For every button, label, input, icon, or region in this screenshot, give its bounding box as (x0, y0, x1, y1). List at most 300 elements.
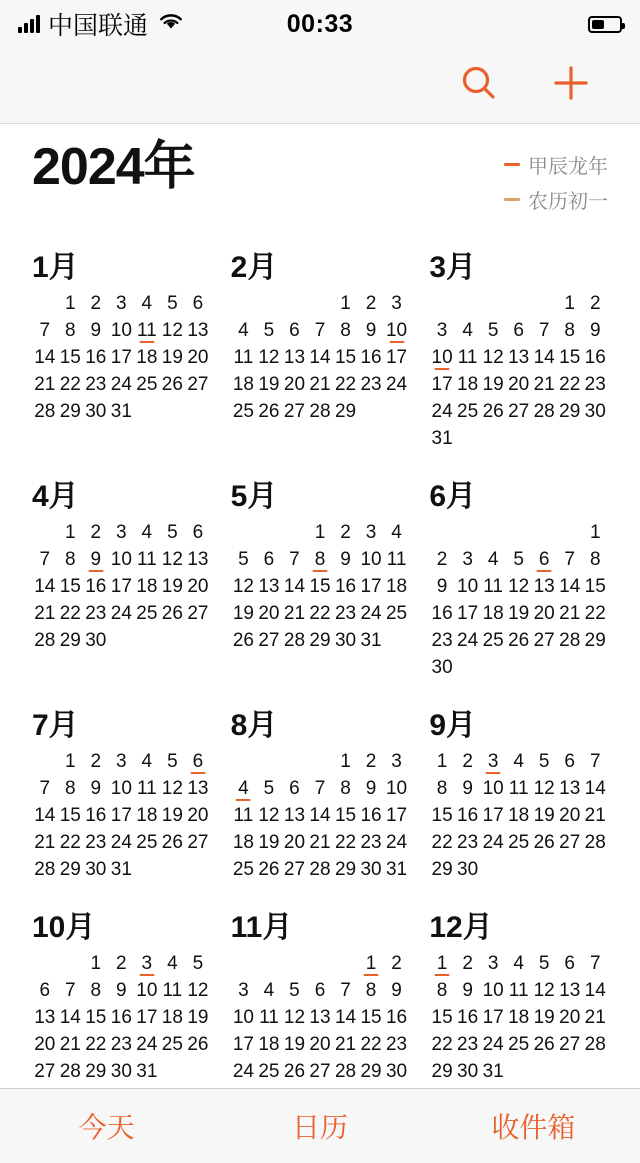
day-cell[interactable]: 7 (39, 778, 51, 799)
day-cell[interactable]: 28 (283, 630, 306, 651)
day-cell[interactable]: 20 (187, 576, 209, 597)
day-cell[interactable]: 26 (533, 1034, 555, 1055)
day-cell[interactable]: 22 (59, 603, 81, 624)
day-cell[interactable]: 30 (334, 630, 357, 651)
day-cell[interactable]: 2 (391, 953, 402, 974)
day-cell[interactable]: 20 (34, 1034, 56, 1055)
day-cell[interactable]: 5 (263, 320, 275, 341)
add-event-button[interactable] (548, 60, 594, 106)
day-cell[interactable]: 11 (233, 347, 254, 368)
day-cell[interactable]: 18 (232, 374, 254, 395)
day-cell[interactable]: 27 (34, 1061, 56, 1082)
day-cell[interactable]: 17 (482, 1007, 504, 1028)
day-cell[interactable]: 12 (508, 576, 530, 597)
day-cell[interactable]: 22 (431, 832, 453, 853)
day-cell[interactable]: 12 (258, 347, 280, 368)
day-cell[interactable]: 27 (559, 832, 581, 853)
day-cell[interactable]: 29 (59, 859, 81, 880)
day-cell[interactable]: 8 (64, 778, 76, 799)
day-cell[interactable]: 10 (482, 778, 504, 799)
day-cell[interactable]: 23 (431, 630, 453, 651)
day-cell[interactable]: 2 (340, 522, 351, 543)
day-cell[interactable]: 21 (334, 1034, 357, 1055)
day-cell[interactable]: 16 (110, 1007, 132, 1028)
day-cell[interactable]: 1 (340, 751, 351, 772)
day-cell[interactable]: 3 (116, 522, 127, 543)
day-cell[interactable]: 4 (487, 549, 499, 570)
day-cell[interactable]: 17 (110, 576, 132, 597)
day-cell[interactable]: 15 (584, 576, 606, 597)
day-cell[interactable]: 22 (309, 603, 331, 624)
day-cell[interactable]: 19 (533, 1007, 555, 1028)
search-button[interactable] (456, 60, 502, 106)
day-cell[interactable]: 22 (59, 374, 81, 395)
day-cell[interactable]: 2 (462, 751, 473, 772)
day-cell[interactable]: 16 (360, 347, 382, 368)
day-cell[interactable]: 24 (110, 603, 132, 624)
day-cell[interactable]: 26 (161, 603, 183, 624)
day-cell[interactable]: 4 (141, 522, 153, 543)
day-cell[interactable]: 13 (34, 1007, 56, 1028)
day-cell[interactable]: 25 (258, 1061, 280, 1082)
day-cell[interactable]: 5 (289, 980, 300, 1001)
day-cell[interactable]: 31 (385, 859, 408, 880)
day-cell[interactable]: 14 (309, 805, 331, 826)
months-scroll-area[interactable] (0, 224, 640, 1088)
day-cell[interactable]: 12 (258, 805, 280, 826)
day-cell[interactable]: 5 (167, 293, 178, 314)
day-cell[interactable]: 7 (340, 980, 351, 1001)
day-cell[interactable]: 2 (90, 751, 102, 772)
day-cell[interactable]: 30 (85, 630, 107, 651)
day-cell[interactable]: 7 (289, 549, 300, 570)
day-cell[interactable]: 1 (64, 522, 76, 543)
day-cell[interactable]: 25 (136, 374, 158, 395)
day-cell[interactable]: 11 (457, 347, 478, 368)
day-cell[interactable]: 7 (314, 320, 326, 341)
day-cell[interactable]: 18 (482, 603, 504, 624)
day-cell[interactable]: 8 (340, 778, 351, 799)
day-cell[interactable]: 19 (258, 374, 280, 395)
day-cell[interactable]: 22 (431, 1034, 453, 1055)
day-cell[interactable]: 5 (167, 522, 178, 543)
day-cell[interactable]: 11 (508, 980, 529, 1001)
day-cell[interactable]: 6 (564, 953, 575, 974)
day-cell[interactable]: 9 (589, 320, 601, 341)
day-cell[interactable]: 17 (457, 603, 479, 624)
day-cell[interactable]: 27 (283, 401, 306, 422)
day-cell[interactable]: 1 (64, 751, 76, 772)
day-cell[interactable]: 13 (187, 778, 209, 799)
day-cell[interactable]: 13 (187, 549, 209, 570)
day-cell[interactable]: 9 (116, 980, 127, 1001)
day-cell[interactable]: 15 (431, 805, 453, 826)
month-1[interactable] (22, 232, 221, 455)
month-11[interactable] (221, 892, 420, 1088)
day-cell[interactable]: 16 (457, 1007, 479, 1028)
day-cell[interactable]: 8 (436, 980, 448, 1001)
day-cell[interactable]: 3 (480, 752, 506, 774)
day-cell[interactable]: 26 (258, 401, 280, 422)
day-cell[interactable]: 26 (187, 1034, 209, 1055)
day-cell[interactable]: 10 (136, 980, 158, 1001)
day-cell[interactable]: 9 (365, 320, 377, 341)
day-cell[interactable]: 26 (232, 630, 254, 651)
day-cell[interactable]: 17 (385, 347, 408, 368)
day-cell[interactable]: 26 (283, 1061, 306, 1082)
day-cell[interactable]: 14 (559, 576, 581, 597)
day-cell[interactable]: 23 (110, 1034, 132, 1055)
month-12[interactable] (419, 892, 618, 1088)
day-cell[interactable]: 30 (431, 657, 453, 678)
day-cell[interactable]: 1 (358, 954, 384, 976)
day-cell[interactable]: 1 (429, 954, 455, 976)
day-cell[interactable]: 27 (258, 630, 280, 651)
tab-inbox[interactable]: 收件箱 (491, 1112, 576, 1143)
day-cell[interactable]: 25 (482, 630, 504, 651)
day-cell[interactable]: 7 (39, 549, 51, 570)
day-cell[interactable]: 13 (187, 320, 209, 341)
day-cell[interactable]: 3 (238, 980, 249, 1001)
day-cell[interactable]: 10 (482, 980, 504, 1001)
day-cell[interactable]: 25 (508, 832, 530, 853)
day-cell[interactable]: 23 (360, 374, 382, 395)
day-cell[interactable]: 20 (559, 1007, 581, 1028)
day-cell[interactable]: 17 (110, 805, 132, 826)
day-cell[interactable]: 28 (559, 630, 581, 651)
day-cell[interactable]: 6 (192, 522, 204, 543)
day-cell[interactable]: 8 (436, 778, 448, 799)
day-cell[interactable]: 6 (531, 550, 557, 572)
day-cell[interactable]: 5 (167, 751, 178, 772)
day-cell[interactable]: 15 (360, 1007, 382, 1028)
day-cell[interactable]: 13 (508, 347, 530, 368)
day-cell[interactable]: 31 (136, 1061, 158, 1082)
day-cell[interactable]: 10 (110, 549, 132, 570)
day-cell[interactable]: 12 (482, 347, 504, 368)
day-cell[interactable]: 8 (340, 320, 351, 341)
day-cell[interactable]: 20 (508, 374, 530, 395)
day-cell[interactable]: 1 (90, 953, 102, 974)
day-cell[interactable]: 27 (533, 630, 555, 651)
day-cell[interactable]: 12 (161, 778, 183, 799)
day-cell[interactable]: 14 (584, 980, 606, 1001)
day-cell[interactable]: 28 (59, 1061, 81, 1082)
day-cell[interactable]: 16 (85, 805, 107, 826)
day-cell[interactable]: 21 (59, 1034, 81, 1055)
month-4[interactable] (22, 461, 221, 684)
day-cell[interactable]: 2 (90, 293, 102, 314)
day-cell[interactable]: 19 (161, 805, 183, 826)
day-cell[interactable]: 31 (431, 428, 453, 449)
day-cell[interactable]: 23 (457, 1034, 479, 1055)
day-cell[interactable]: 6 (289, 778, 300, 799)
day-cell[interactable]: 18 (136, 576, 158, 597)
day-cell[interactable]: 22 (584, 603, 606, 624)
day-cell[interactable]: 8 (64, 549, 76, 570)
day-cell[interactable]: 4 (238, 320, 249, 341)
day-cell[interactable]: 22 (59, 832, 81, 853)
day-cell[interactable]: 2 (365, 751, 377, 772)
day-cell[interactable]: 23 (360, 832, 382, 853)
day-cell[interactable]: 8 (365, 980, 377, 1001)
day-cell[interactable]: 21 (559, 603, 581, 624)
day-cell[interactable]: 8 (307, 550, 333, 572)
day-cell[interactable]: 25 (232, 859, 254, 880)
day-cell[interactable]: 4 (513, 751, 524, 772)
day-cell[interactable]: 11 (259, 1007, 279, 1028)
day-cell[interactable]: 1 (564, 293, 575, 314)
day-cell[interactable]: 1 (64, 293, 76, 314)
day-cell[interactable]: 9 (340, 549, 351, 570)
day-cell[interactable]: 17 (360, 576, 382, 597)
day-cell[interactable]: 15 (559, 347, 581, 368)
day-cell[interactable]: 28 (34, 630, 56, 651)
month-7[interactable] (22, 690, 221, 886)
day-cell[interactable]: 26 (161, 374, 183, 395)
day-cell[interactable]: 29 (309, 630, 331, 651)
day-cell[interactable]: 10 (385, 778, 408, 799)
day-cell[interactable]: 8 (64, 320, 76, 341)
day-cell[interactable]: 15 (59, 576, 81, 597)
day-cell[interactable]: 5 (487, 320, 499, 341)
day-cell[interactable]: 24 (482, 832, 504, 853)
day-cell[interactable]: 14 (334, 1007, 357, 1028)
day-cell[interactable]: 30 (85, 401, 107, 422)
day-cell[interactable]: 15 (59, 805, 81, 826)
day-cell[interactable]: 31 (110, 401, 132, 422)
day-cell[interactable]: 18 (508, 805, 530, 826)
day-cell[interactable]: 14 (283, 576, 306, 597)
day-cell[interactable]: 18 (136, 805, 158, 826)
day-cell[interactable]: 5 (238, 549, 249, 570)
day-cell[interactable]: 13 (559, 778, 581, 799)
day-cell[interactable]: 26 (482, 401, 504, 422)
day-cell[interactable]: 16 (457, 805, 479, 826)
month-9[interactable] (419, 690, 618, 886)
day-cell[interactable]: 15 (85, 1007, 107, 1028)
day-cell[interactable]: 16 (584, 347, 606, 368)
day-cell[interactable]: 7 (64, 980, 76, 1001)
day-cell[interactable]: 16 (360, 805, 382, 826)
day-cell[interactable]: 15 (431, 1007, 453, 1028)
day-cell[interactable]: 28 (334, 1061, 357, 1082)
day-cell[interactable]: 12 (161, 320, 183, 341)
day-cell[interactable]: 10 (457, 576, 479, 597)
day-cell[interactable]: 23 (85, 374, 107, 395)
day-cell[interactable]: 16 (431, 603, 453, 624)
day-cell[interactable]: 27 (187, 603, 209, 624)
day-cell[interactable]: 7 (589, 751, 601, 772)
day-cell[interactable]: 24 (482, 1034, 504, 1055)
day-cell[interactable]: 4 (141, 293, 153, 314)
day-cell[interactable]: 29 (59, 630, 81, 651)
day-cell[interactable]: 7 (564, 549, 575, 570)
day-cell[interactable]: 6 (314, 980, 326, 1001)
day-cell[interactable]: 13 (283, 805, 306, 826)
day-cell[interactable]: 19 (258, 832, 280, 853)
day-cell[interactable]: 15 (309, 576, 331, 597)
day-cell[interactable]: 6 (39, 980, 51, 1001)
day-cell[interactable]: 9 (90, 778, 102, 799)
day-cell[interactable]: 21 (283, 603, 306, 624)
day-cell[interactable]: 28 (34, 401, 56, 422)
day-cell[interactable]: 29 (584, 630, 606, 651)
day-cell[interactable]: 18 (232, 832, 254, 853)
day-cell[interactable]: 22 (85, 1034, 107, 1055)
day-cell[interactable]: 22 (559, 374, 581, 395)
day-cell[interactable]: 23 (584, 374, 606, 395)
day-cell[interactable]: 17 (385, 805, 408, 826)
day-cell[interactable]: 14 (34, 805, 56, 826)
day-cell[interactable]: 23 (457, 832, 479, 853)
day-cell[interactable]: 30 (110, 1061, 132, 1082)
day-cell[interactable]: 24 (385, 374, 408, 395)
month-8[interactable] (221, 690, 420, 886)
day-cell[interactable]: 11 (136, 778, 157, 799)
day-cell[interactable]: 6 (192, 293, 204, 314)
day-cell[interactable]: 24 (457, 630, 479, 651)
day-cell[interactable]: 19 (482, 374, 504, 395)
day-cell[interactable]: 19 (187, 1007, 209, 1028)
day-cell[interactable]: 29 (85, 1061, 107, 1082)
day-cell[interactable]: 9 (462, 778, 473, 799)
day-cell[interactable]: 24 (232, 1061, 254, 1082)
day-cell[interactable]: 18 (385, 576, 408, 597)
day-cell[interactable]: 30 (85, 859, 107, 880)
day-cell[interactable]: 15 (59, 347, 81, 368)
day-cell[interactable]: 16 (85, 576, 107, 597)
day-cell[interactable]: 16 (334, 576, 357, 597)
day-cell[interactable]: 6 (263, 549, 275, 570)
day-cell[interactable]: 4 (231, 779, 257, 801)
day-cell[interactable]: 17 (110, 347, 132, 368)
day-cell[interactable]: 3 (487, 953, 499, 974)
day-cell[interactable]: 12 (187, 980, 209, 1001)
day-cell[interactable]: 2 (365, 293, 377, 314)
day-cell[interactable]: 3 (116, 293, 127, 314)
day-cell[interactable]: 10 (384, 321, 410, 343)
day-cell[interactable]: 13 (258, 576, 280, 597)
day-cell[interactable]: 30 (385, 1061, 408, 1082)
day-cell[interactable]: 6 (289, 320, 300, 341)
day-cell[interactable]: 1 (314, 522, 326, 543)
day-cell[interactable]: 10 (110, 320, 132, 341)
day-cell[interactable]: 23 (85, 832, 107, 853)
day-cell[interactable]: 30 (360, 859, 382, 880)
day-cell[interactable]: 12 (161, 549, 183, 570)
day-cell[interactable]: 31 (482, 1061, 504, 1082)
day-cell[interactable]: 16 (85, 347, 107, 368)
day-cell[interactable]: 7 (538, 320, 550, 341)
day-cell[interactable]: 11 (483, 576, 503, 597)
day-cell[interactable]: 12 (283, 1007, 306, 1028)
day-cell[interactable]: 14 (584, 778, 606, 799)
day-cell[interactable]: 28 (584, 1034, 606, 1055)
day-cell[interactable]: 25 (136, 603, 158, 624)
day-cell[interactable]: 23 (85, 603, 107, 624)
day-cell[interactable]: 10 (110, 778, 132, 799)
day-cell[interactable]: 25 (508, 1034, 530, 1055)
day-cell[interactable]: 13 (309, 1007, 331, 1028)
day-cell[interactable]: 24 (110, 832, 132, 853)
day-cell[interactable]: 30 (457, 1061, 479, 1082)
day-cell[interactable]: 6 (185, 752, 211, 774)
day-cell[interactable]: 2 (116, 953, 127, 974)
day-cell[interactable]: 14 (533, 347, 555, 368)
day-cell[interactable]: 3 (391, 751, 402, 772)
day-cell[interactable]: 12 (232, 576, 254, 597)
day-cell[interactable]: 20 (283, 832, 306, 853)
day-cell[interactable]: 14 (59, 1007, 81, 1028)
day-cell[interactable]: 3 (116, 751, 127, 772)
day-cell[interactable]: 29 (431, 859, 453, 880)
day-cell[interactable]: 23 (385, 1034, 408, 1055)
day-cell[interactable]: 9 (436, 576, 448, 597)
day-cell[interactable]: 13 (283, 347, 306, 368)
day-cell[interactable]: 9 (365, 778, 377, 799)
day-cell[interactable]: 4 (391, 522, 402, 543)
day-cell[interactable]: 29 (334, 859, 357, 880)
day-cell[interactable]: 21 (309, 832, 331, 853)
day-cell[interactable]: 26 (258, 859, 280, 880)
day-cell[interactable]: 21 (584, 1007, 606, 1028)
day-cell[interactable]: 7 (39, 320, 51, 341)
day-cell[interactable]: 2 (462, 953, 473, 974)
day-cell[interactable]: 17 (232, 1034, 254, 1055)
day-cell[interactable]: 5 (263, 778, 275, 799)
month-10[interactable] (22, 892, 221, 1088)
day-cell[interactable]: 27 (559, 1034, 581, 1055)
day-cell[interactable]: 26 (508, 630, 530, 651)
day-cell[interactable]: 21 (309, 374, 331, 395)
day-cell[interactable]: 6 (513, 320, 524, 341)
day-cell[interactable]: 10 (429, 348, 455, 370)
day-cell[interactable]: 7 (589, 953, 601, 974)
month-5[interactable] (221, 461, 420, 684)
day-cell[interactable]: 2 (90, 522, 102, 543)
day-cell[interactable]: 22 (334, 832, 357, 853)
day-cell[interactable]: 18 (136, 347, 158, 368)
day-cell[interactable]: 4 (462, 320, 473, 341)
day-cell[interactable]: 18 (258, 1034, 280, 1055)
day-cell[interactable]: 21 (533, 374, 555, 395)
day-cell[interactable]: 24 (110, 374, 132, 395)
day-cell[interactable]: 20 (559, 805, 581, 826)
day-cell[interactable]: 21 (584, 805, 606, 826)
day-cell[interactable]: 25 (161, 1034, 183, 1055)
day-cell[interactable]: 20 (533, 603, 555, 624)
day-cell[interactable]: 9 (83, 550, 109, 572)
day-cell[interactable]: 12 (533, 980, 555, 1001)
day-cell[interactable]: 7 (314, 778, 326, 799)
day-cell[interactable]: 13 (533, 576, 555, 597)
day-cell[interactable]: 11 (162, 980, 183, 1001)
day-cell[interactable]: 2 (589, 293, 601, 314)
day-cell[interactable]: 26 (161, 832, 183, 853)
day-cell[interactable]: 20 (187, 347, 209, 368)
day-cell[interactable]: 19 (283, 1034, 306, 1055)
day-cell[interactable]: 29 (59, 401, 81, 422)
day-cell[interactable]: 9 (462, 980, 473, 1001)
day-cell[interactable]: 28 (309, 401, 331, 422)
tab-today[interactable]: 今天 (78, 1112, 135, 1143)
day-cell[interactable]: 11 (134, 321, 160, 343)
day-cell[interactable]: 24 (136, 1034, 158, 1055)
day-cell[interactable]: 16 (385, 1007, 408, 1028)
day-cell[interactable]: 15 (334, 347, 357, 368)
day-cell[interactable]: 27 (283, 859, 306, 880)
